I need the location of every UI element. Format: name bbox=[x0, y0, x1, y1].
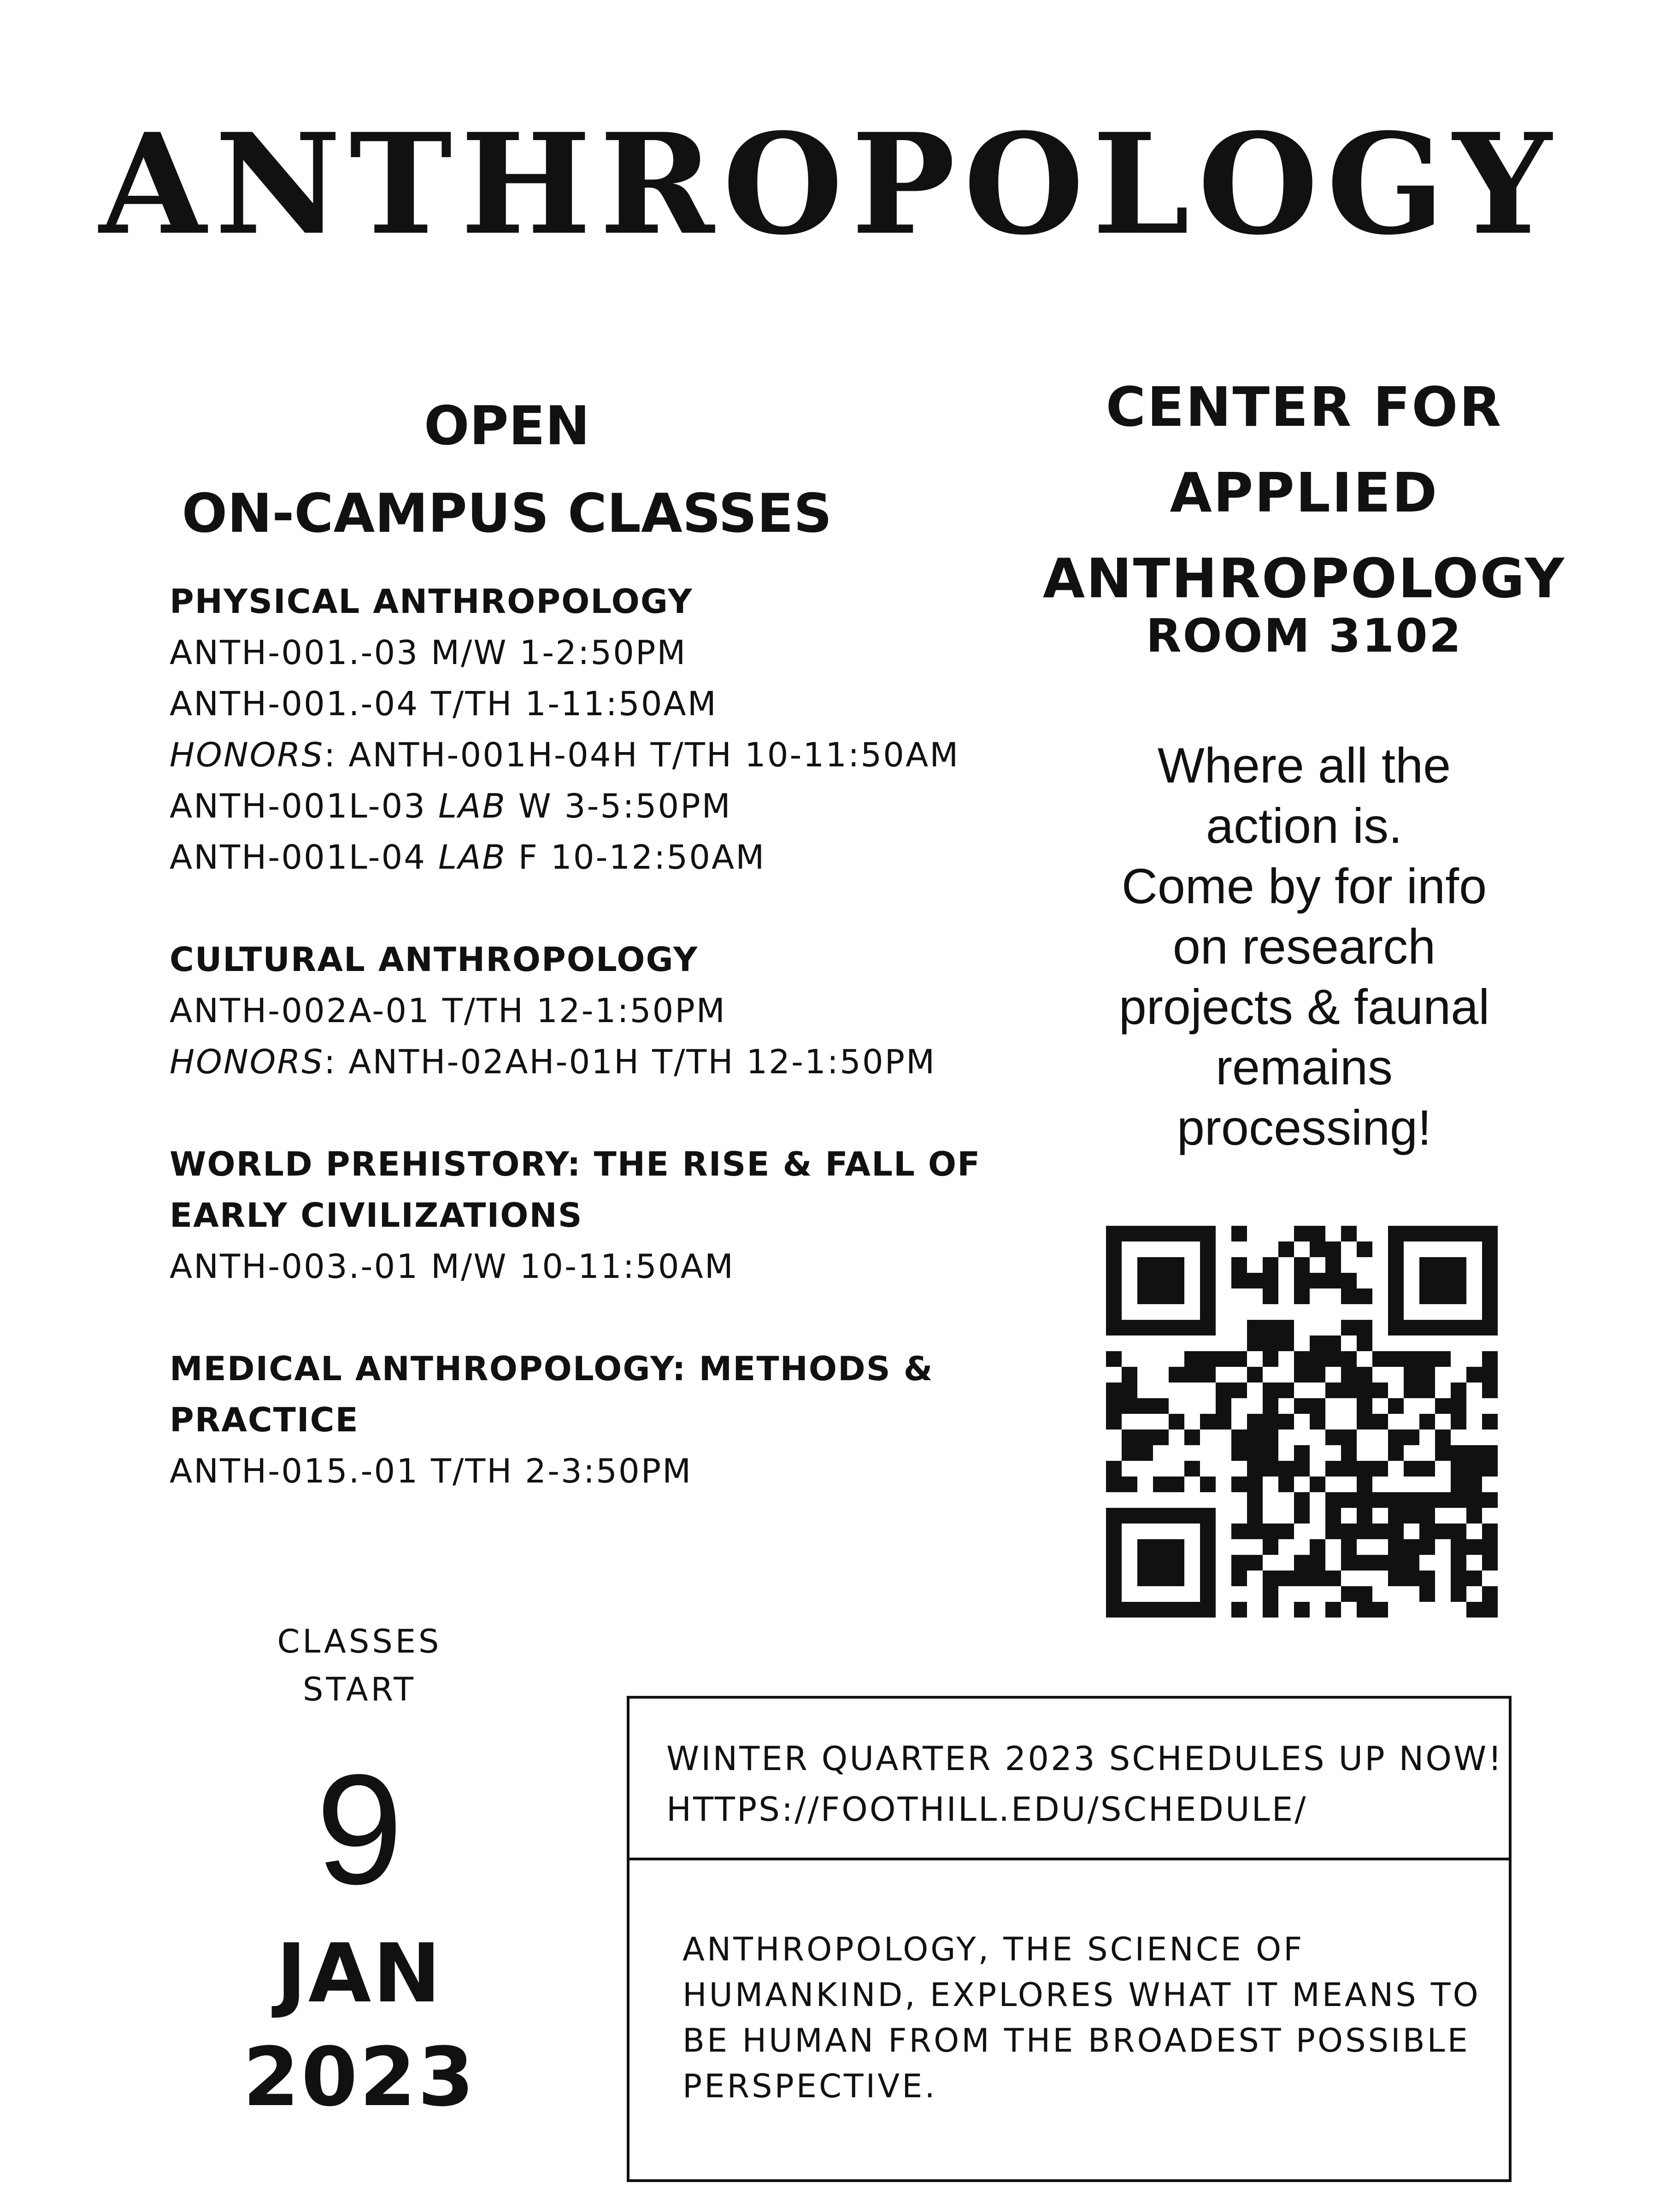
classes-start-label-line1: CLASSES bbox=[277, 1623, 442, 1660]
course-physical-anthropology bbox=[170, 576, 1068, 883]
qr-code-icon[interactable] bbox=[1106, 1226, 1498, 1618]
course-name-line1: MEDICAL ANTHROPOLOGY: METHODS & bbox=[170, 1349, 934, 1388]
schedule-link[interactable]: HTTPS://FOOTHILL.EDU/SCHEDULE/ bbox=[666, 1790, 1308, 1829]
schedule-notice-text: WINTER QUARTER 2023 SCHEDULES UP NOW! bbox=[666, 1739, 1504, 1778]
course-name-line2: EARLY CIVILIZATIONS bbox=[170, 1196, 583, 1235]
info-box bbox=[627, 1696, 1512, 2182]
course-section: ANTH-002A-01 T/TH 12-1:50PM bbox=[170, 991, 726, 1030]
center-heading-line1: CENTER FOR bbox=[1106, 375, 1503, 439]
center-heading-line3: ANTHROPOLOGY bbox=[1042, 547, 1566, 610]
course-section: ANTH-001.-04 T/TH 1-11:50AM bbox=[170, 684, 718, 723]
blurb-line: on research bbox=[1172, 918, 1436, 974]
box-divider bbox=[629, 1858, 1509, 1860]
classes-start-label bbox=[230, 1618, 488, 1713]
course-name: PHYSICAL ANTHROPOLOGY bbox=[170, 582, 693, 621]
course-name: CULTURAL ANTHROPOLOGY bbox=[170, 940, 699, 979]
course-section: ANTH-015.-01 T/TH 2-3:50PM bbox=[170, 1452, 693, 1490]
course-name-line2: PRACTICE bbox=[170, 1400, 359, 1439]
blurb-line: Come by for info bbox=[1121, 858, 1487, 914]
course-medical-anthropology bbox=[170, 1343, 1068, 1497]
course-list bbox=[170, 576, 1068, 1548]
blurb-line: processing! bbox=[1177, 1100, 1432, 1155]
course-section: ANTH-001L-04 LAB F 10-12:50AM bbox=[170, 838, 766, 877]
page-title: ANTHROPOLOGY bbox=[99, 103, 1560, 265]
course-world-prehistory bbox=[170, 1139, 1068, 1292]
start-month: JAN bbox=[276, 1926, 443, 2021]
open-classes-heading-line2: ON-CAMPUS CLASSES bbox=[182, 482, 832, 545]
course-name-line1: WORLD PREHISTORY: THE RISE & FALL OF bbox=[170, 1145, 981, 1183]
start-day: 9 bbox=[316, 1742, 403, 1917]
course-section: ANTH-003.-01 M/W 10-11:50AM bbox=[170, 1247, 735, 1286]
schedule-notice bbox=[666, 1733, 1504, 1835]
course-section: ANTH-001.-03 M/W 1-2:50PM bbox=[170, 633, 687, 672]
classes-start-label-line2: START bbox=[303, 1671, 416, 1708]
center-blurb bbox=[1005, 735, 1604, 1158]
anthropology-definition: ANTHROPOLOGY, THE SCIENCE OF HUMANKIND, EXPLORES WHAT IT MEANS TO BE HUMAN FROM THE BROADEST POSSIBLE PERSPECTIVE. bbox=[682, 1930, 1481, 2105]
room-number: ROOM 3102 bbox=[1146, 609, 1463, 663]
center-heading-line2: APPLIED bbox=[1170, 461, 1439, 524]
course-section: HONORS: ANTH-02AH-01H T/TH 12-1:50PM bbox=[170, 1042, 936, 1081]
blurb-line: projects & faunal bbox=[1118, 979, 1490, 1035]
course-section: ANTH-001L-03 LAB W 3-5:50PM bbox=[170, 787, 732, 825]
center-heading bbox=[1005, 364, 1604, 621]
open-classes-heading-line1: OPEN bbox=[424, 395, 590, 457]
blurb-line: action is. bbox=[1206, 798, 1403, 853]
blurb-line: remains bbox=[1215, 1039, 1393, 1095]
start-year: 2023 bbox=[243, 2030, 476, 2124]
open-classes-heading bbox=[138, 382, 876, 558]
course-cultural-anthropology bbox=[170, 934, 1068, 1088]
blurb-line: Where all the bbox=[1157, 737, 1451, 793]
course-section: HONORS: ANTH-001H-04H T/TH 10-11:50AM bbox=[170, 735, 960, 774]
